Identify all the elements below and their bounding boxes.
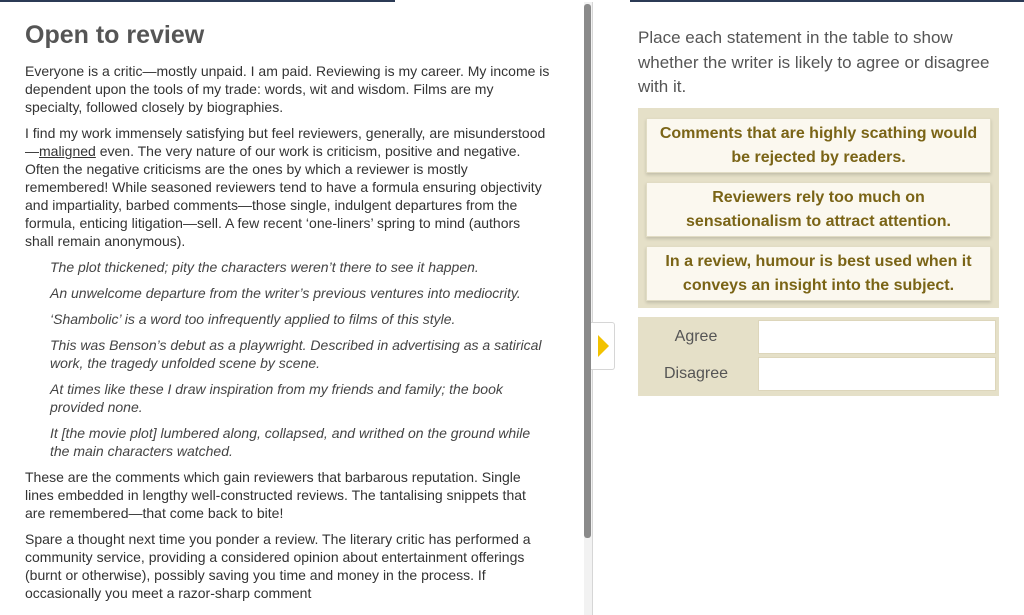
disagree-row — [638, 357, 999, 393]
article-paragraph-4: Spare a thought next time you ponder a review. The literary critic has performed a community service, providing a considered opinion about entertainment offerings (burnt or otherwise), possibly saving you time and money in the process. If occasionally you meet a razor-sharp comment — [25, 531, 531, 601]
statement-card-1[interactable]: Comments that are highly scathing would be rejected by readers. — [646, 118, 991, 173]
quote-1: The plot thickened; pity the characters weren’t there to see it happen. — [50, 259, 479, 275]
article-pane — [0, 2, 584, 615]
quote-5: At times like these I draw inspiration from my friends and family; the book provided none. — [50, 381, 503, 415]
agree-label: Agree — [674, 328, 718, 345]
paragraph-2-text-start: I find my work immensely satisfying but feel reviewers, generally, are misunderstood— — [25, 125, 546, 159]
article — [25, 20, 550, 610]
paragraph-2-text-end: even. The very nature of our work is criticism, positive and negative. Often the negative criticisms are the ones by which a reviewer is mostly remembered! While seasoned reviewers tend to have a formula ensuring objectivity and impartiality, barbed comments—those single, indulgent departures from the formula, enticing litigation—sell. A few recent ‘one-liners’ spring to mind (authors shall remain anonymous). — [25, 143, 542, 249]
underlined-word-maligned[interactable]: maligned — [39, 143, 96, 159]
answer-table — [638, 317, 999, 396]
task-instructions: Place each statement in the table to show whether the writer is likely to agree or disagree with it. — [638, 28, 990, 96]
statement-card-3[interactable]: In a review, humour is best used when it conveys an insight into the subject. — [646, 246, 991, 301]
quote-3: ‘Shambolic’ is a word too infrequently applied to films of this style. — [50, 311, 456, 327]
article-paragraph-2 — [25, 124, 550, 250]
task-pane — [593, 2, 1024, 615]
quote-6: It [the movie plot] lumbered along, collapsed, and writhed on the ground while the main characters watched. — [50, 425, 531, 459]
article-title: Open to review — [25, 21, 205, 49]
statement-card-2[interactable]: Reviewers rely too much on sensationalism to attract attention. — [646, 182, 991, 237]
disagree-label: Disagree — [663, 365, 729, 382]
quote-2: An unwelcome departure from the writer’s previous ventures into mediocrity. — [50, 285, 521, 301]
article-paragraph-1: Everyone is a critic—mostly unpaid. I am paid. Reviewing is my career. My income is dependent upon the tools of my trade: words, wit and wisdom. Films are my specialty, followed closely by biographies. — [25, 63, 550, 115]
article-paragraph-3: These are the comments which gain reviewers that barbarous reputation. Single lines embedded in lengthy well-constructed reviews. The tantalising snippets that are remembered—that come back to bite! — [25, 469, 526, 521]
disagree-drop-zone[interactable] — [758, 357, 996, 391]
statement-pool — [638, 108, 999, 308]
article-scrollbar-thumb[interactable] — [584, 4, 591, 538]
agree-row — [638, 320, 999, 356]
quote-4: This was Benson’s debut as a playwright. Described in advertising as a satirical work, the tragedy unfolded scene by scene. — [50, 337, 542, 371]
agree-drop-zone[interactable] — [758, 320, 996, 354]
